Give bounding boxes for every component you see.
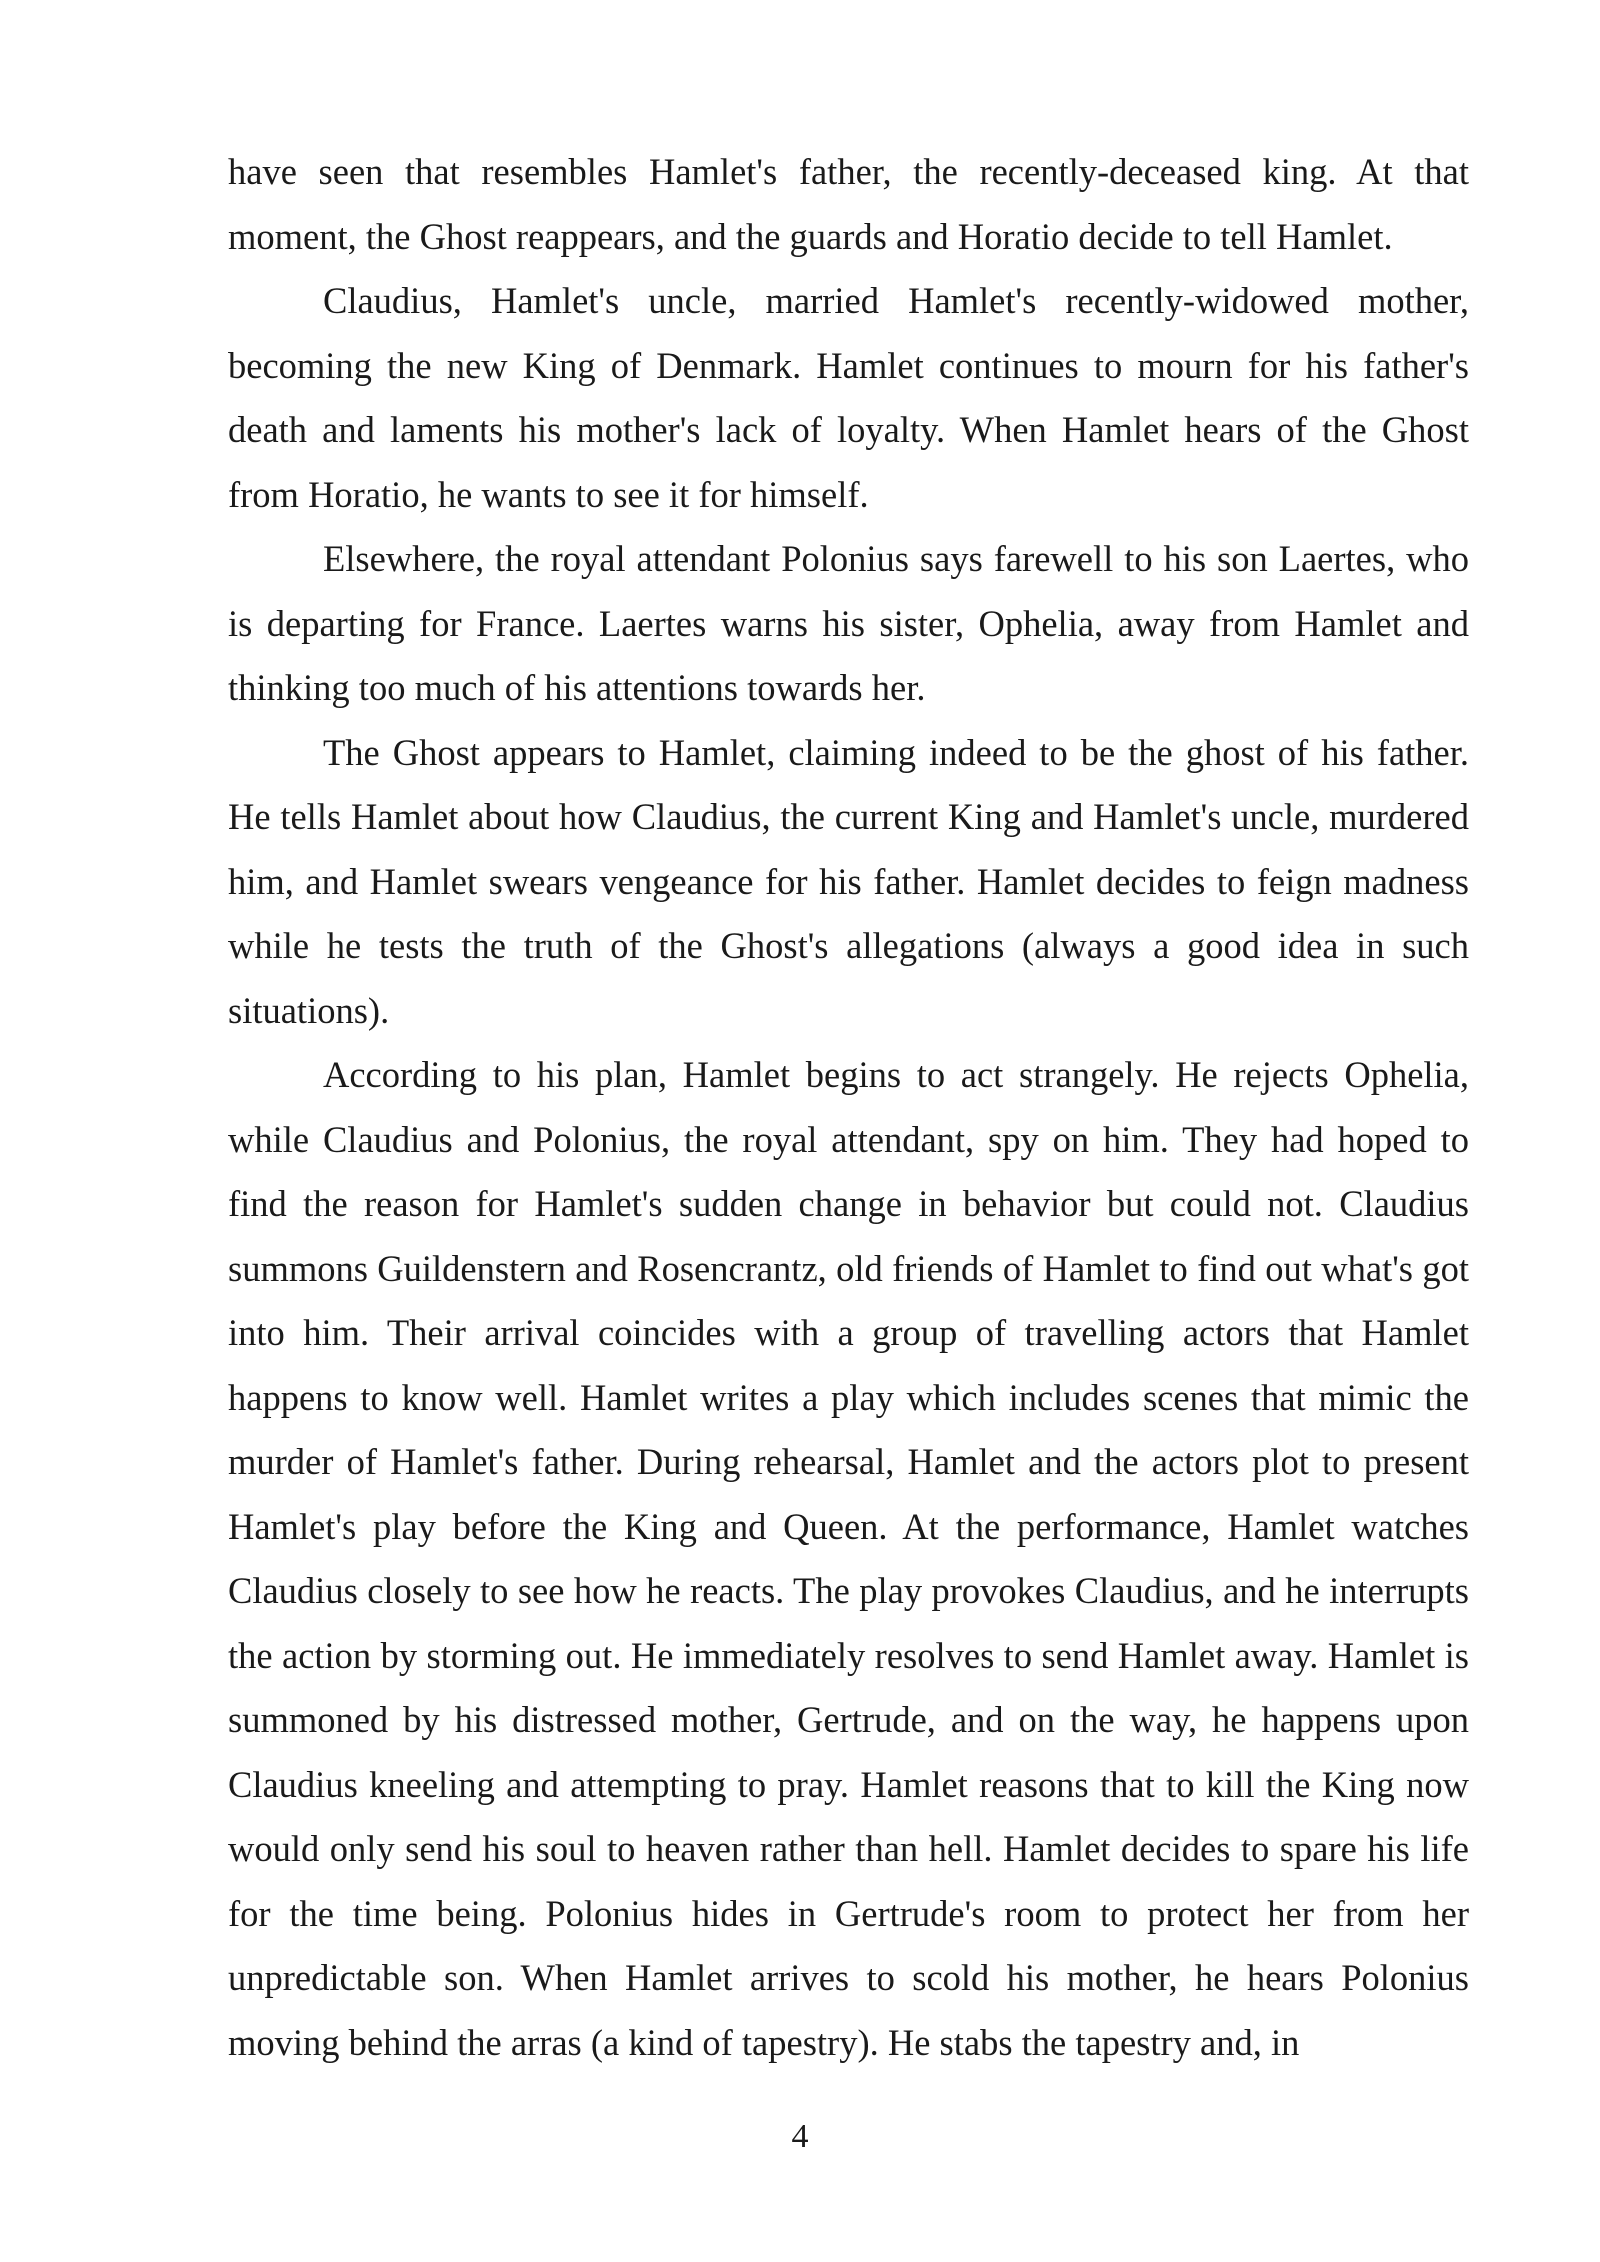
paragraph-plan: According to his plan, Hamlet begins to act strangely. He rejects Ophelia, while Claudius and Polonius, the royal attendant, spy on him. They had hoped to find the reason for Hamlet's sudden change in behavior but could not. Claudius summons Guildenstern and Rosencrantz, old friends of Hamlet to find out what's got into him. Their arrival coincides with a group of travelling actors that Hamlet happens to know well. Hamlet writes a play which includes scenes that mimic the murder of Hamlet's father. During rehearsal, Hamlet and the actors plot to present Hamlet's play before the King and Queen. At the performance, Hamlet watches Claudius closely to see how he reacts. The play provokes Claudius, and he interrupts the action by storming out. He immediately resolves to send Hamlet away. Hamlet is summoned by his distressed mother, Gertrude, and on the way, he happens upon Claudius kneeling and attempting to pray. Hamlet reasons that to kill the King now would only send his soul to heaven rather than hell. Hamlet decides to spare his life for the time being. Polonius hides in Gertrude's room to protect her from her unpredictable son. When Hamlet arrives to scold his mother, he hears Polonius moving behind the arras (a kind of tapestry). He stabs the tapestry and, in [228, 1054, 1469, 2063]
paragraph-polonius: Elsewhere, the royal attendant Polonius says farewell to his son Laertes, who is departing for France. Laertes warns his sister, Ophelia, away from Hamlet and thinking too much of his attentions towards her. [228, 538, 1469, 708]
page-number: 4 [791, 2118, 809, 2155]
paragraph-claudius: Claudius, Hamlet's uncle, married Hamlet's recently-widowed mother, becoming the new King of Denmark. Hamlet continues to mourn for his father's death and laments his mother's lack of loyalty. When Hamlet hears of the Ghost from Horatio, he wants to see it for himself. [228, 280, 1469, 515]
body-text [228, 140, 1469, 2075]
paragraph-ghost: The Ghost appears to Hamlet, claiming indeed to be the ghost of his father. He tells Hamlet about how Claudius, the current King and Hamlet's uncle, murdered him, and Hamlet swears vengeance for his father. Hamlet decides to feign madness while he tests the truth of the Ghost's allegations (always a good idea in such situations). [228, 731, 1469, 1031]
paragraph-continuation: have seen that resembles Hamlet's father, the recently-deceased king. At that moment, the Ghost reappears, and the guards and Horatio decide to tell Hamlet. [228, 151, 1469, 257]
